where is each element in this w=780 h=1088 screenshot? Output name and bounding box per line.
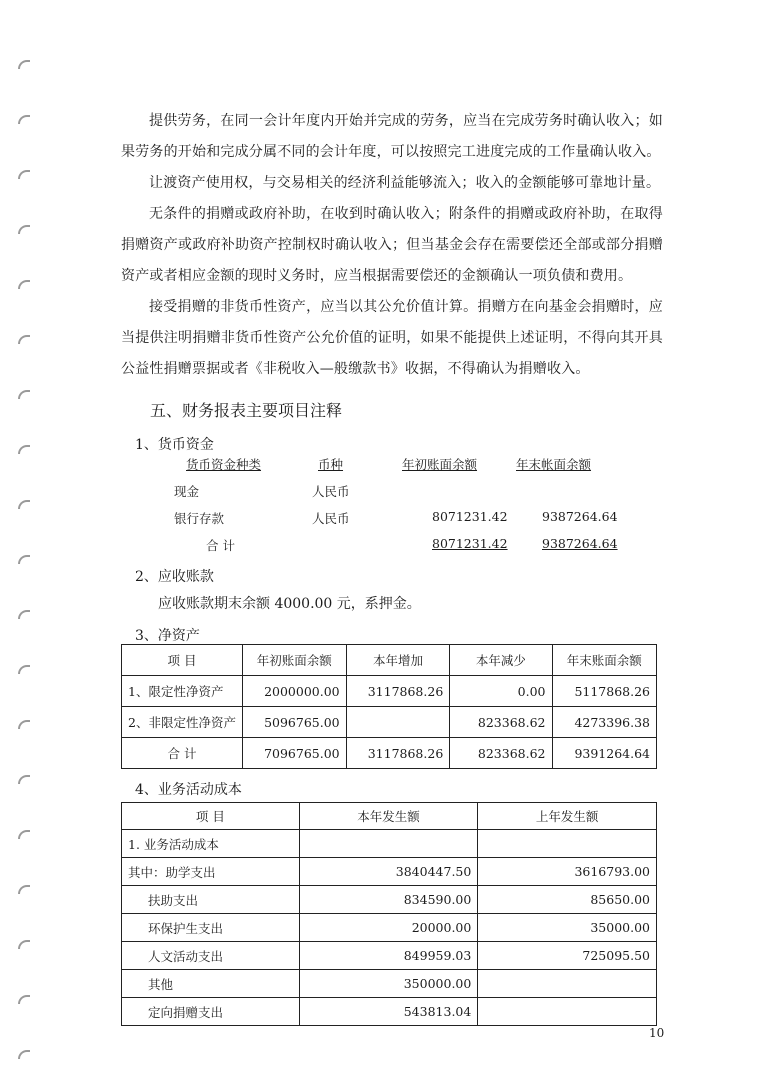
table-row (122, 970, 657, 998)
paragraph-services: 提供劳务，在同一会计年度内开始并完成的劳务，应当在完成劳务时确认收入；如果劳务的开始和完成分属不同的会计年度，可以按照完工进度完成的工作量确认收入。 (121, 113, 663, 160)
page-number: 10 (649, 1026, 665, 1040)
net-assets-title: 3、净资产 (135, 628, 200, 644)
net-assets-item: 1、限定性净资产 (122, 676, 243, 707)
net-assets-header: 本年增加 (346, 645, 450, 676)
activity-cost-current: 350000.00 (299, 970, 478, 998)
activity-cost-table (121, 802, 657, 1026)
net-assets-header: 项 目 (122, 645, 243, 676)
paragraph-asset-use: 让渡资产使用权，与交易相关的经济利益能够流入；收入的金额能够可靠地计量。 (149, 175, 661, 191)
cash-header-end: 年末帐面余额 (516, 457, 592, 472)
net-assets-begin: 2000000.00 (242, 676, 346, 707)
cash-type: 现金 (174, 484, 200, 499)
net-assets-header: 年末账面余额 (552, 645, 657, 676)
table-row (122, 676, 657, 707)
activity-cost-current: 849959.03 (299, 942, 478, 970)
activity-cost-previous (478, 830, 657, 858)
table-row (122, 998, 657, 1026)
activity-cost-current: 3840447.50 (299, 858, 478, 886)
cash-end: 9387264.64 (542, 509, 618, 524)
net-assets-decrease: 823368.62 (450, 707, 552, 738)
activity-cost-item: 1. 业务活动成本 (122, 830, 300, 858)
activity-cost-item: 扶助支出 (122, 886, 300, 914)
activity-cost-current: 834590.00 (299, 886, 478, 914)
cash-header-currency: 币种 (318, 457, 344, 472)
table-row (122, 830, 657, 858)
net-assets-end: 4273396.38 (552, 707, 657, 738)
net-assets-item: 合 计 (122, 738, 243, 769)
activity-cost-item: 其中：助学支出 (122, 858, 300, 886)
net-assets-decrease: 0.00 (450, 676, 552, 707)
net-assets-header: 本年减少 (450, 645, 552, 676)
activity-cost-previous (478, 998, 657, 1026)
activity-cost-item: 其他 (122, 970, 300, 998)
table-row (122, 707, 657, 738)
table-row (122, 942, 657, 970)
cash-header-begin: 年初账面余额 (402, 457, 478, 472)
cash-begin: 8071231.42 (432, 509, 508, 524)
net-assets-item: 2、非限定性净资产 (122, 707, 243, 738)
activity-cost-header-row (122, 803, 657, 830)
paragraph-donations: 无条件的捐赠或政府补助，在收到时确认收入；附条件的捐赠或政府补助，在取得捐赠资产或政府补助资产控制权时确认收入；但当基金会存在需要偿还全部或部分捐赠资产或者相应金额的现时义务时，应当根据需要偿还的金额确认一项负债和费用。 (121, 206, 663, 284)
net-assets-increase: 3117868.26 (346, 738, 450, 769)
net-assets-header-row (122, 645, 657, 676)
cash-table (150, 455, 630, 563)
net-assets-end: 5117868.26 (552, 676, 657, 707)
cash-total-row (150, 536, 630, 563)
activity-cost-item: 环保护生支出 (122, 914, 300, 942)
net-assets-decrease: 823368.62 (450, 738, 552, 769)
activity-cost-item: 人文活动支出 (122, 942, 300, 970)
section-title: 五、财务报表主要项目注释 (150, 401, 343, 420)
cash-header-type: 货币资金种类 (186, 457, 262, 472)
table-row (122, 738, 657, 769)
cash-total-label: 合 计 (206, 538, 235, 553)
receivables-title: 2、应收账款 (135, 569, 214, 585)
activity-cost-previous (478, 970, 657, 998)
paragraph-noncash: 接受捐赠的非货币性资产，应当以其公允价值计算。捐赠方在向基金会捐赠时，应当提供注明捐赠非货币性资产公允价值的证明，如果不能提供上述证明，不得向其开具公益性捐赠票据或者《非税收入—般缴款书》收据，不得确认为捐赠收入。 (121, 299, 663, 377)
table-row (122, 914, 657, 942)
receivables-text: 应收账款期末余额 4000.00 元，系押金。 (158, 596, 421, 612)
activity-cost-current: 20000.00 (299, 914, 478, 942)
activity-cost-previous: 725095.50 (478, 942, 657, 970)
activity-cost-header: 项 目 (122, 803, 300, 830)
cash-type: 银行存款 (174, 511, 225, 526)
net-assets-increase: 3117868.26 (346, 676, 450, 707)
cash-header-row (150, 455, 630, 482)
activity-cost-header: 上年发生额 (478, 803, 657, 830)
cash-currency: 人民币 (312, 511, 350, 526)
cash-currency: 人民币 (312, 484, 350, 499)
activity-cost-current (299, 830, 478, 858)
activity-cost-header: 本年发生额 (299, 803, 478, 830)
binding-holes (18, 60, 38, 1080)
cash-total-end: 9387264.64 (542, 536, 618, 551)
net-assets-header: 年初账面余额 (242, 645, 346, 676)
cash-row (150, 509, 630, 536)
table-row (122, 858, 657, 886)
table-row (122, 886, 657, 914)
cash-title: 1、货币资金 (135, 437, 214, 453)
activity-cost-previous: 85650.00 (478, 886, 657, 914)
activity-cost-previous: 35000.00 (478, 914, 657, 942)
activity-cost-current: 543813.04 (299, 998, 478, 1026)
cash-row (150, 482, 630, 509)
net-assets-increase (346, 707, 450, 738)
net-assets-end: 9391264.64 (552, 738, 657, 769)
net-assets-begin: 5096765.00 (242, 707, 346, 738)
activity-cost-title: 4、业务活动成本 (135, 782, 242, 798)
cash-total-begin: 8071231.42 (432, 536, 508, 551)
activity-cost-previous: 3616793.00 (478, 858, 657, 886)
activity-cost-item: 定向捐赠支出 (122, 998, 300, 1026)
net-assets-begin: 7096765.00 (242, 738, 346, 769)
net-assets-table (121, 644, 657, 769)
